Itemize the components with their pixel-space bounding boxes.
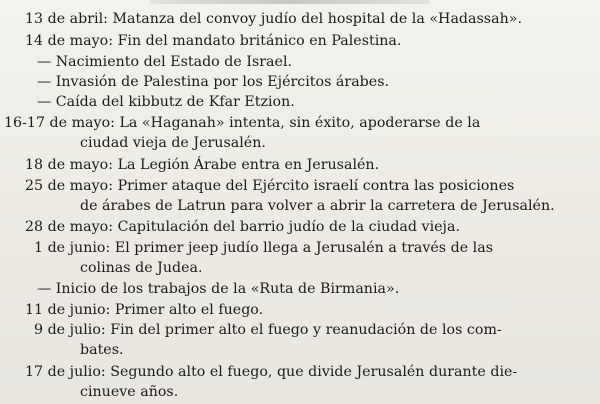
entry-14-mayo [25,31,401,51]
entry-text: colinas de Judea. [80,260,203,276]
entry-date: 9 de julio: [34,322,106,338]
entry-text: Capitulación del barrio judío de la ciudad vieja. [117,219,460,235]
entry-date: 28 de mayo: [25,219,114,235]
entry-17-julio [25,362,517,382]
entry-text: Primer ataque del Ejército israelí contra las posiciones [117,178,515,194]
entry-text: Fin del mandato británico en Palestina. [117,33,402,49]
entry-dash-1 [37,52,292,72]
entry-text: La «Haganah» intenta, sin éxito, apoderarse de la [119,115,481,131]
entry-text: cinueve años. [80,384,179,400]
entry-text: Fin del primer alto el fuego y reanudación de los com- [110,322,502,338]
entry-text: Inicio de los trabajos de la «Ruta de Birmania». [55,281,400,297]
entry-text: El primer jeep judío llega a Jerusalén a través de las [114,240,494,256]
entry-16-17-mayo [4,113,480,133]
entry-date: 18 de mayo: [25,157,114,173]
entry-date: 16-17 de mayo: [4,115,115,131]
entry-text: Primer alto el fuego. [114,302,264,318]
entry-date: 11 de junio: [25,302,111,318]
dash-marker: — [37,94,52,110]
entry-text: Segundo alto el fuego, que divide Jerusalén durante die- [110,364,518,380]
entry-9-julio [34,320,502,340]
entry-1-junio [34,238,493,258]
entry-continuation [80,340,124,360]
entry-25-mayo [25,176,514,196]
entry-text: bates. [80,342,124,358]
entry-continuation [80,382,178,402]
entry-date: 17 de julio: [25,364,106,380]
entry-continuation [80,196,555,216]
entry-text: Nacimiento del Estado de Israel. [55,54,293,70]
entry-date: 25 de mayo: [25,178,114,194]
entry-dash-4 [37,279,399,299]
entry-18-mayo [25,155,379,175]
entry-date: 14 de mayo: [25,33,114,49]
entry-date: 1 de junio: [34,240,111,256]
entry-text: de árabes de Latrun para volver a abrir la carretera de Jerusalén. [80,198,555,214]
entry-dash-2 [37,72,389,92]
entry-continuation [80,133,266,153]
entry-text: La Legión Árabe entra en Jerusalén. [117,157,380,173]
entry-text: Caída del kibbutz de Kfar Etzion. [55,94,295,110]
entry-continuation [80,258,203,278]
entry-text: Matanza del convoy judío del hospital de la «Hadassah». [112,11,522,27]
entry-text: ciudad vieja de Jerusalén. [80,135,266,151]
entry-11-junio [25,300,263,320]
entry-text: Invasión de Palestina por los Ejércitos árabes. [55,74,390,90]
dash-marker: — [37,281,52,297]
dash-marker: — [37,54,52,70]
entry-date: 13 de abril: [25,11,108,27]
dash-marker: — [37,74,52,90]
entry-13-abril [25,9,522,29]
entry-dash-3 [37,92,295,112]
entry-28-mayo [25,217,460,237]
